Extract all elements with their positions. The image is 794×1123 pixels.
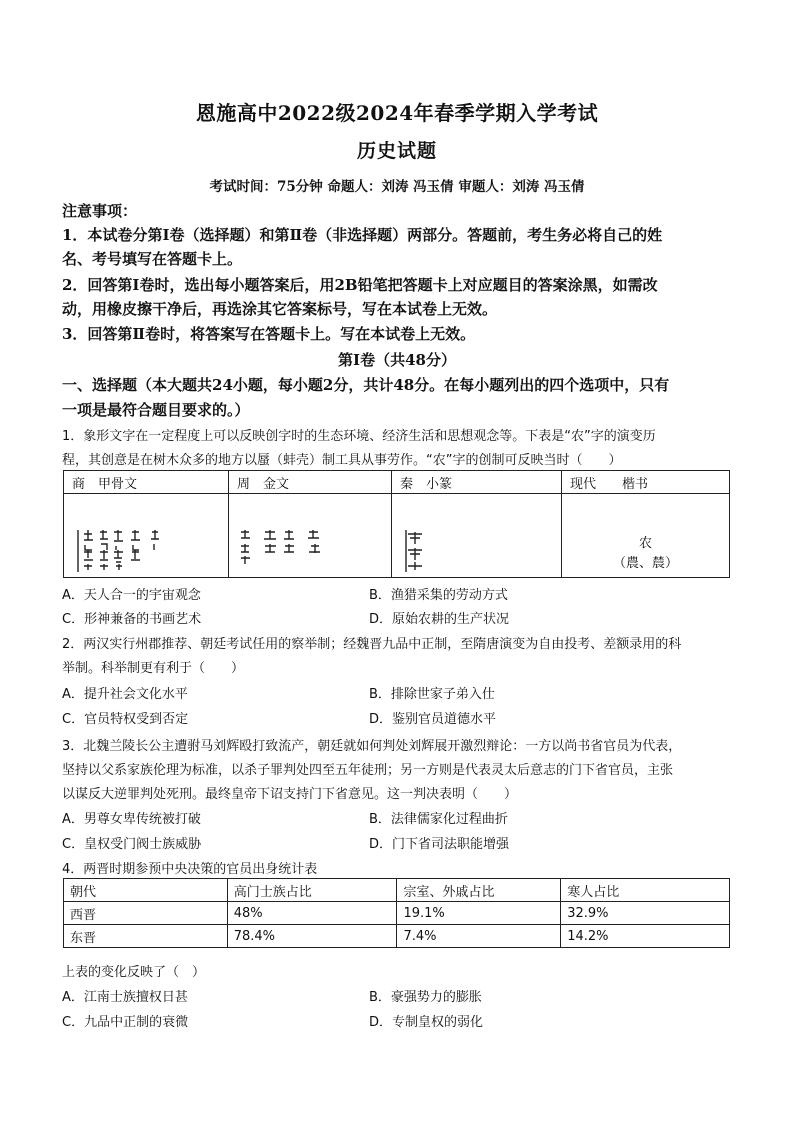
notice-item: 1．本试卷分第Ⅰ卷（选择题）和第Ⅱ卷（非选择题）两部分。答题前，考生务必将自己的姓 — [62, 226, 663, 244]
q4-option-b[interactable]: B．豪强势力的膨胀 — [369, 990, 482, 1005]
q3-stem: 3．北魏兰陵长公主遭驸马刘辉殴打致流产，朝廷就如何判处刘辉展开激烈辩论：一方以尚书省官员为代表， — [62, 739, 682, 754]
table-row — [64, 902, 730, 925]
q1-header-bronze: 周 金文 — [229, 471, 392, 494]
small-seal-glyphs-image — [392, 494, 561, 577]
q2-option-d[interactable]: D．鉴别官员道德水平 — [369, 712, 497, 727]
q2-stem: 2．两汉实行州郡推荐、朝廷考试任用的察举制；经魏晋九品中正制，至隋唐演变为自由投考、差额录用的科 — [62, 637, 682, 652]
table-cell: 7.4% — [397, 925, 561, 948]
q2-option-a[interactable]: A．提升社会文化水平 — [62, 687, 188, 702]
q4-statistics-table — [63, 878, 730, 948]
notice-item: 动，用橡皮擦干净后，再选涂其它答案标号，写在本试卷上无效。 — [62, 300, 498, 318]
exam-subtitle: 历史试题 — [356, 140, 437, 162]
table-header-cell: 宗室、外戚占比 — [397, 879, 561, 902]
notice-heading: 注意事项： — [62, 202, 138, 220]
q3-option-d[interactable]: D．门下省司法职能增强 — [369, 837, 510, 852]
q3-stem: 坚持以父系家族伦理为标准，以杀子罪判处四至五年徒刑；另一方则是代表灵太后意志的门下省官员，主张 — [62, 763, 674, 778]
table-cell: 78.4% — [227, 925, 397, 948]
q1-header-regular: 现代 楷书 — [562, 471, 730, 494]
q2-option-c[interactable]: C．官员特权受到否定 — [62, 712, 189, 727]
q1-header-seal: 秦 小篆 — [392, 471, 562, 494]
table-header-cell: 寒人占比 — [561, 879, 730, 902]
q1-option-d[interactable]: D．原始农耕的生产状况 — [369, 612, 510, 627]
q4-option-d[interactable]: D．专制皇权的弱化 — [369, 1015, 484, 1030]
q4-option-a[interactable]: A．江南士族擅权日甚 — [62, 990, 188, 1005]
q1-option-b[interactable]: B．渔猎采集的劳动方式 — [369, 588, 508, 603]
q1-header-oracle: 商 甲骨文 — [64, 471, 229, 494]
bronze-inscription-glyphs-image — [229, 494, 391, 577]
notice-item: 2．回答第Ⅰ卷时，选出每小题答案后，用2B铅笔把答题卡上对应题目的答案涂黑，如需改 — [62, 276, 658, 294]
table-cell: 14.2% — [561, 925, 730, 948]
q1-stem: 程，其创意是在树木众多的地方以蜃（蚌壳）制工具从事劳作。“农”字的创制可反映当时（ ） — [62, 453, 622, 468]
table-cell: 32.9% — [561, 902, 730, 925]
q4-option-c[interactable]: C．九品中正制的衰微 — [62, 1015, 189, 1030]
oracle-bone-glyphs-image — [64, 494, 228, 577]
modern-character-variants: （農、辳） — [612, 556, 678, 571]
section-title: 第Ⅰ卷（共48分） — [338, 351, 456, 369]
q2-option-b[interactable]: B．排除世家子弟入仕 — [369, 687, 495, 702]
table-cell: 西晋 — [64, 902, 228, 925]
q3-stem: 以谋反大逆罪判处死刑。最终皇帝下诏支持门下省意见。这一判决表明（ ） — [62, 787, 518, 802]
q1-character-table — [63, 470, 730, 578]
q1-stem: 1．象形文字在一定程度上可以反映创字时的生态环境、经济生活和思想观念等。下表是“农”字的演变历 — [62, 429, 656, 444]
q1-option-c[interactable]: C．形神兼备的书画艺术 — [62, 612, 202, 627]
q3-option-b[interactable]: B．法律儒家化过程曲折 — [369, 812, 508, 827]
table-cell: 48% — [227, 902, 397, 925]
table-cell: 东晋 — [64, 925, 228, 948]
table-header-cell: 高门士族占比 — [227, 879, 397, 902]
notice-item: 名、考号填写在答题卡上。 — [62, 250, 243, 268]
table-header-cell: 朝代 — [64, 879, 228, 902]
q4-stem: 4．两晋时期参预中央决策的官员出身统计表 — [62, 862, 318, 877]
q4-after-table: 上表的变化反映了（ ） — [62, 965, 206, 980]
section-instruction: 一项是最符合题目要求的。） — [62, 401, 250, 419]
table-header-row — [64, 879, 730, 902]
table-cell: 19.1% — [397, 902, 561, 925]
q2-stem: 举制。科举制更有利于（ ） — [62, 661, 245, 676]
exam-info: 考试时间：75分钟 命题人：刘涛 冯玉倩 审题人：刘涛 冯玉倩 — [209, 179, 585, 195]
section-instruction: 一、选择题（本大题共24小题，每小题2分，共计48分。在每小题列出的四个选项中，只有 — [62, 376, 670, 394]
q3-option-c[interactable]: C．皇权受门阀士族威胁 — [62, 837, 202, 852]
q3-option-a[interactable]: A．男尊女卑传统被打破 — [62, 812, 201, 827]
modern-character: 农 — [638, 536, 652, 551]
exam-title: 恩施高中2022级2024年春季学期入学考试 — [195, 101, 599, 125]
table-row — [64, 925, 730, 948]
q1-option-a[interactable]: A．天人合一的宇宙观念 — [62, 588, 201, 603]
notice-item: 3．回答第Ⅱ卷时，将答案写在答题卡上。写在本试卷上无效。 — [62, 325, 476, 343]
